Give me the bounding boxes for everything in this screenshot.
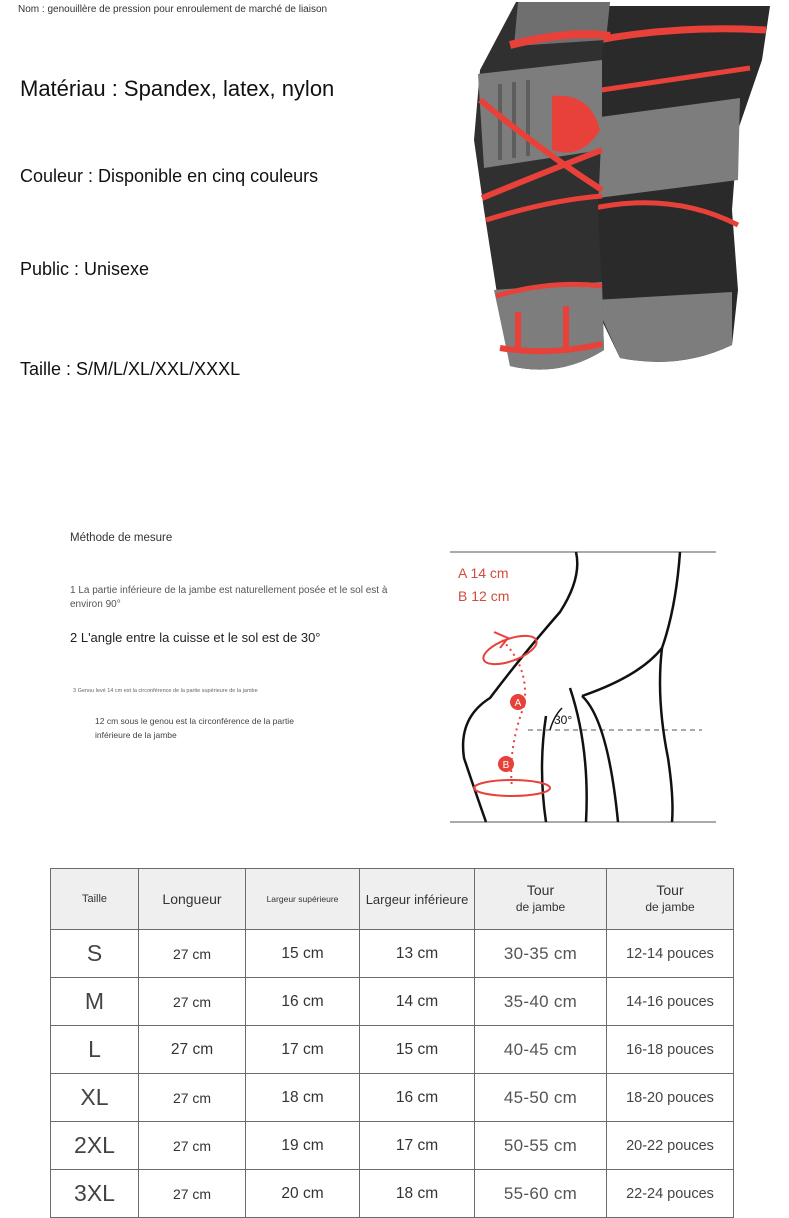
leg-circumference-cm-cell: 45-50 cm <box>475 1074 607 1122</box>
leg-circumference-cm-cell: 40-45 cm <box>475 1026 607 1074</box>
table-row <box>51 1170 734 1218</box>
length-cell: 27 cm <box>139 978 246 1026</box>
table-row <box>51 1026 734 1074</box>
header-tour-in-line1: Tour <box>656 882 684 898</box>
size-cell: 2XL <box>51 1122 139 1170</box>
header-lower-width: Largeur inférieure <box>360 869 475 930</box>
leg-circumference-in-cell: 12-14 pouces <box>607 930 734 978</box>
leg-measurement-diagram <box>450 548 718 826</box>
table-row <box>51 1122 734 1170</box>
lower-width-cell: 17 cm <box>360 1122 475 1170</box>
lower-width-cell: 15 cm <box>360 1026 475 1074</box>
header-tour-cm-line1: Tour <box>526 882 555 898</box>
header-leg-circumference-in <box>607 869 734 930</box>
calf-outline <box>570 688 587 822</box>
header-leg-circumference-cm <box>475 869 607 930</box>
upper-width-cell: 15 cm <box>246 930 360 978</box>
header-length: Longueur <box>139 869 246 930</box>
lower-width-cell: 14 cm <box>360 978 475 1026</box>
marker-a-label: A <box>514 698 522 709</box>
length-cell: 27 cm <box>139 1026 246 1074</box>
leg-circumference-in-cell: 18-20 pouces <box>607 1074 734 1122</box>
lower-width-cell: 16 cm <box>360 1074 475 1122</box>
public-spec: Public : Unisexe <box>20 259 150 279</box>
size-cell: L <box>51 1026 139 1074</box>
table-header-row <box>51 869 734 930</box>
b-measure-label: B 12 cm <box>458 588 510 604</box>
leg-circumference-in-cell: 14-16 pouces <box>607 978 734 1026</box>
measure-step-3: 3 Genou levé 14 cm est la circonférence de la partie supérieure de la jambe <box>73 688 258 694</box>
table-row <box>51 1074 734 1122</box>
header-tour-in-line2: de jambe <box>645 900 695 914</box>
lower-width-cell: 13 cm <box>360 930 475 978</box>
size-cell: M <box>51 978 139 1026</box>
leg-circumference-in-cell: 16-18 pouces <box>607 1026 734 1074</box>
header-tour-cm-line2: de jambe <box>515 900 566 914</box>
upper-width-cell: 16 cm <box>246 978 360 1026</box>
upper-width-cell: 20 cm <box>246 1170 360 1218</box>
length-cell: 27 cm <box>139 1170 246 1218</box>
leg-circumference-cm-cell: 30-35 cm <box>475 930 607 978</box>
leg-circumference-cm-cell: 55-60 cm <box>475 1170 607 1218</box>
leg-circumference-cm-cell: 50-55 cm <box>475 1122 607 1170</box>
header-size: Taille <box>51 869 139 930</box>
leg-circumference-in-cell: 20-22 pouces <box>607 1122 734 1170</box>
measure-step-4: 12 cm sous le genou est la circonférence de la partie inférieure de la jambe <box>95 716 294 740</box>
product-name-line: Nom : genouillère de pression pour enroulement de marché de liaison <box>18 4 328 15</box>
thigh-outline-upper <box>582 552 680 696</box>
table-row <box>51 978 734 1026</box>
measure-step-1: 1 La partie inférieure de la jambe est naturellement posée et le sol est à environ 90° <box>70 585 388 610</box>
upper-width-cell: 19 cm <box>246 1122 360 1170</box>
table-row <box>51 930 734 978</box>
header-upper-width: Largeur supérieure <box>246 869 360 930</box>
leg-circumference-cm-cell: 35-40 cm <box>475 978 607 1026</box>
lower-width-cell: 18 cm <box>360 1170 475 1218</box>
upper-width-cell: 17 cm <box>246 1026 360 1074</box>
leg-circumference-in-cell: 22-24 pouces <box>607 1170 734 1218</box>
upper-width-cell: 18 cm <box>246 1074 360 1122</box>
size-chart-table <box>50 868 734 1218</box>
size-cell: 3XL <box>51 1170 139 1218</box>
marker-b-label: B <box>502 760 510 771</box>
size-cell: XL <box>51 1074 139 1122</box>
color-spec: Couleur : Disponible en cinq couleurs <box>20 166 319 186</box>
a-measure-label: A 14 cm <box>458 565 509 581</box>
measure-method-title: Méthode de mesure <box>70 532 173 544</box>
length-cell: 27 cm <box>139 930 246 978</box>
measure-step-2: 2 L'angle entre la cuisse et le sol est de 30° <box>70 630 321 645</box>
shin-outline <box>542 716 546 822</box>
length-cell: 27 cm <box>139 1122 246 1170</box>
knee-sleeve-back <box>574 6 770 362</box>
knee-brace-product-image <box>470 0 770 380</box>
size-cell: S <box>51 930 139 978</box>
knee-sleeve-front <box>474 2 610 370</box>
second-leg-back <box>660 648 673 822</box>
size-spec: Taille : S/M/L/XL/XXL/XXXL <box>20 359 241 379</box>
length-cell: 27 cm <box>139 1074 246 1122</box>
angle-label: 30° <box>554 713 573 727</box>
material-spec: Matériau : Spandex, latex, nylon <box>20 76 335 101</box>
